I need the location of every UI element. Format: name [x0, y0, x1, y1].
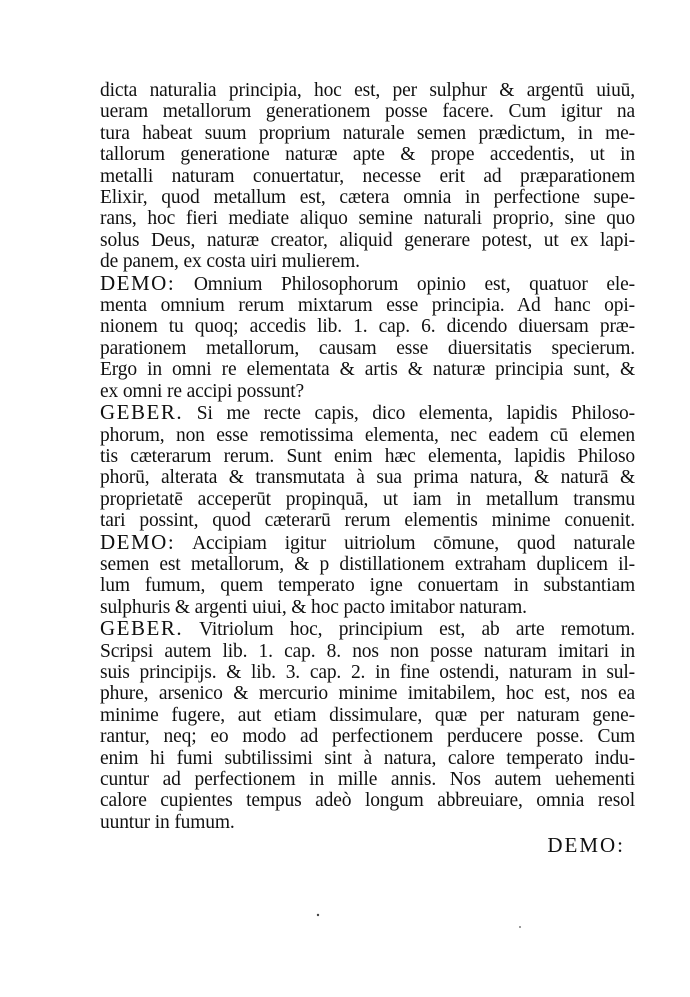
latin-text-block — [100, 80, 635, 858]
text-line: rantur, neq; eo modo ad perfectionem perducere posse. Cum — [100, 726, 635, 748]
text-line: parationem metallorum, causam esse diuersitatis specierum. — [100, 337, 635, 359]
text-line: Scripsi autem lib. 1. cap. 8. nos non posse naturam imitari in — [100, 640, 635, 662]
text-line: suis principijs. & lib. 3. cap. 2. in fine ostendi, naturam in sul- — [100, 661, 635, 683]
text-line: uuntur in fumum. — [100, 811, 235, 833]
text-line: solus Deus, naturæ creator, aliquid generare potest, ut ex lapi- — [100, 229, 635, 251]
text-line: Ergo in omni re elementata & artis & naturæ principia sunt, & — [100, 359, 635, 381]
text-line: ex omni re accipi possunt? — [100, 380, 305, 402]
text-line: cuntur ad perfectionem in mille annis. Nos autem uehementi — [100, 769, 635, 790]
text-line: phorū, alterata & transmutata à sua prima natura, & naturā & — [100, 467, 635, 489]
speaker-geber: GEBER. — [100, 616, 184, 641]
ink-speck — [519, 926, 521, 928]
text-line: tallorum generatione naturæ apte & prope accedentis, ut in — [100, 144, 635, 166]
text-line: dicta naturalia principia, hoc est, per sulphur & argentū uiuū, — [100, 80, 635, 101]
speaker-demo: DEMO: — [100, 270, 176, 295]
speaker-demo: DEMO: — [100, 529, 176, 554]
text-line: semen est metallorum, & p distillationem extraham duplicem il- — [100, 553, 635, 575]
catchword: DEMO: — [547, 833, 625, 858]
text-line: lum fumum, quem temperato igne conuertam in substantiam — [100, 575, 635, 597]
text-line: metalli naturam conuertatur, necesse erit ad præparationem — [100, 165, 635, 187]
speech-demo-2 — [100, 529, 635, 554]
text-line: rans, hoc fieri mediate aliquo semine naturali proprio, sine quo — [100, 208, 635, 230]
text-line: de panem, ex costa uiri mulierem. — [100, 251, 360, 273]
text-line: minime fugere, aut etiam dissimulare, quæ per naturam gene- — [100, 704, 635, 726]
ink-speck — [317, 914, 319, 916]
text-line: calore cupientes tempus adeò longum abbreuiare, omnia resol — [100, 790, 635, 812]
speech-demo-1 — [100, 270, 635, 295]
text-line: tura habeat suum proprium naturale semen prædictum, in me- — [100, 122, 635, 144]
text-line: tis cæterarum rerum. Sunt enim hæc elementa, lapidis Philoso — [100, 445, 635, 467]
speech-text: Omnium Philosophorum opinio est, quatuor ele- — [193, 273, 635, 295]
text-line: Elixir, quod metallum est, cætera omnia in perfectione supe- — [100, 187, 635, 209]
text-line: menta omnium rerum mixtarum esse principia. Ad hanc opi- — [100, 295, 635, 317]
speech-geber-2 — [100, 618, 635, 640]
text-line: enim hi fumi subtilissimi sint à natura, calore temperato indu- — [100, 747, 635, 769]
text-line: phorum, non esse remotissima elementa, nec eadem cū elemen — [100, 424, 635, 446]
catchword-line — [100, 835, 635, 857]
speech-text: Si me recte capis, dico elementa, lapidis Philoso- — [196, 403, 635, 425]
speech-text: Accipiam igitur uitriolum cōmune, quod naturale — [192, 532, 635, 554]
text-line: ueram metallorum generationem posse facere. Cum igitur na — [100, 101, 635, 123]
text-line: phure, arsenico & mercurio minime imitabilem, hoc est, nos ea — [100, 683, 635, 705]
text-line: nionem tu quoq; accedis lib. 1. cap. 6. dicendo diuersam præ- — [100, 316, 635, 338]
speech-text: Vitriolum hoc, principium est, ab arte remotum. — [199, 619, 636, 641]
speaker-geber: GEBER. — [100, 400, 184, 425]
text-line: proprietatē acceperūt propinquā, ut iam in metallum transmu — [100, 488, 635, 510]
text-line: tari possint, quod cæterarū rerum elementis minime conuenit. — [100, 510, 635, 532]
speech-geber-1 — [100, 402, 635, 424]
text-line: sulphuris & argenti uiui, & hoc pacto imitabor naturam. — [100, 596, 527, 618]
